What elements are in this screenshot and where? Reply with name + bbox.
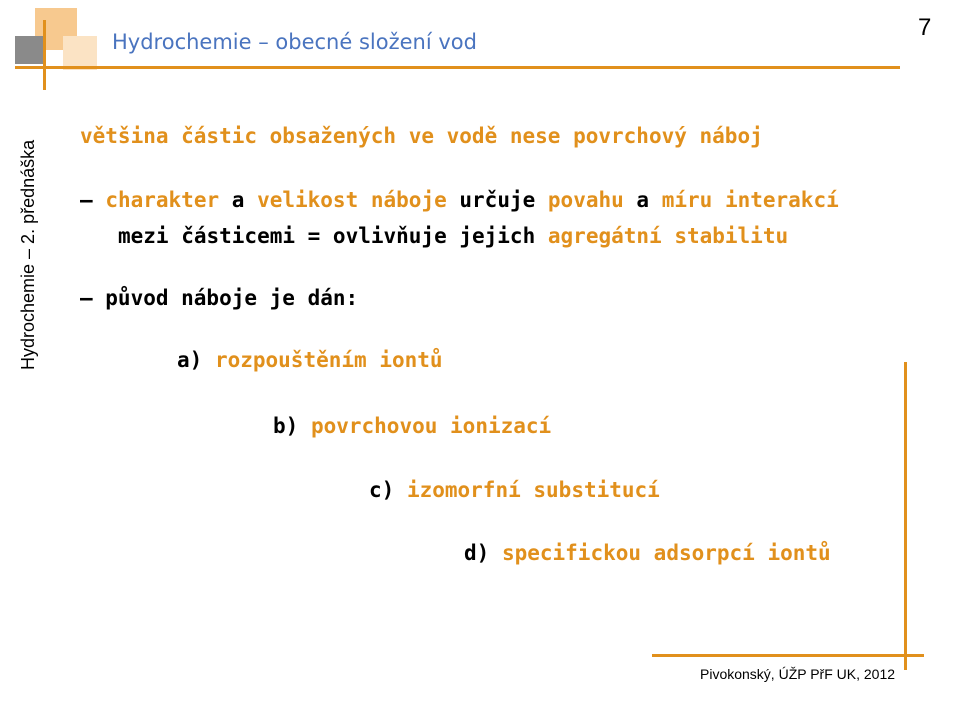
text-velikost-naboje: velikost náboje <box>257 188 447 212</box>
list-item <box>273 414 551 438</box>
item-label: d) <box>464 541 490 565</box>
item-label: b) <box>273 414 299 438</box>
list-item <box>464 541 831 565</box>
sidebar-lecture-label: Hydrochemie – 2. přednáška <box>18 139 38 370</box>
body-heading: většina částic obsažených ve vodě nese povrchový náboj <box>80 124 763 148</box>
bullet-line-1-cont <box>118 224 788 248</box>
decor-vertical-bar <box>904 362 907 620</box>
text-charakter: charakter <box>105 188 220 212</box>
item-label: a) <box>177 348 203 372</box>
text-mezi-casticemi: mezi částicemi = ovlivňuje jejich <box>118 224 536 248</box>
text-urcuje: určuje <box>459 188 536 212</box>
slide-title: Hydrochemie – obecné složení vod <box>112 30 477 54</box>
item-label: c) <box>369 478 395 502</box>
text-agregatni-stabilitu: agregátní stabilitu <box>547 224 789 248</box>
text-povahu: povahu <box>547 188 624 212</box>
decor-vertical-bar <box>904 620 907 670</box>
text-a: a <box>231 188 245 212</box>
text-miru-interakci: míru interakcí <box>661 188 839 212</box>
decor-square-light <box>63 36 97 70</box>
page-number: 7 <box>918 14 932 41</box>
item-text: specifickou adsorpcí iontů <box>501 541 831 565</box>
text-a: a <box>636 188 650 212</box>
title-underline <box>15 66 900 69</box>
footer-line <box>652 654 924 657</box>
item-text: izomorfní substitucí <box>406 478 660 502</box>
dash: – <box>80 188 93 212</box>
bullet-line-1 <box>80 188 839 212</box>
item-text: povrchovou ionizací <box>310 414 552 438</box>
list-item <box>369 478 660 502</box>
decor-square-gray <box>15 36 43 64</box>
bullet-line-2: – původ náboje je dán: <box>80 286 359 310</box>
list-item <box>177 348 443 372</box>
decor-vertical-line <box>43 20 46 90</box>
item-text: rozpouštěním iontů <box>214 348 443 372</box>
footer-credit: Pivokonský, ÚŽP PřF UK, 2012 <box>700 666 896 682</box>
